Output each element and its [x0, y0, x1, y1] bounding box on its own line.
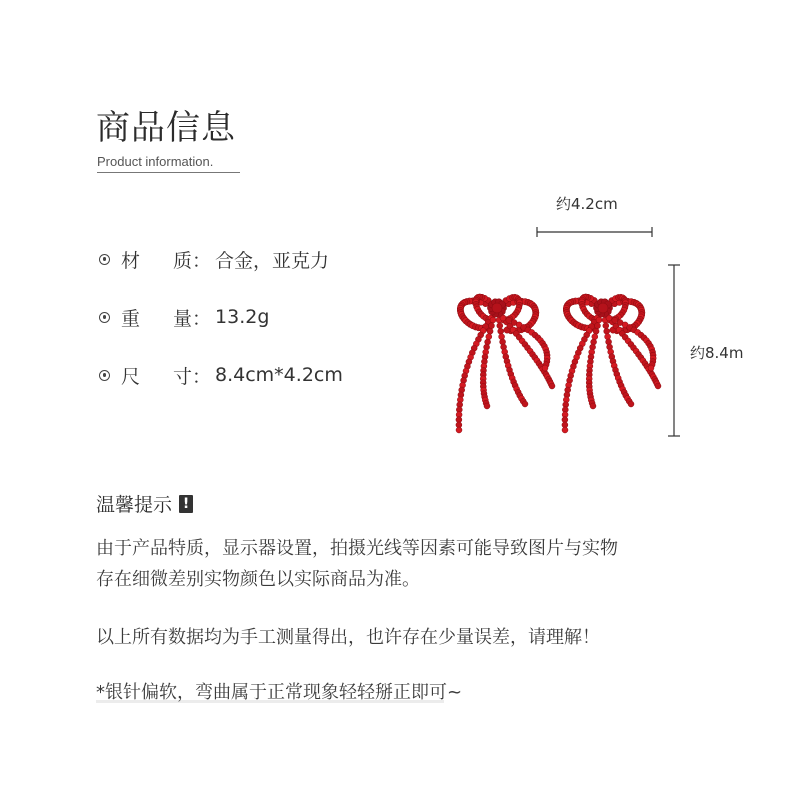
spec-value: 13.2g [215, 306, 270, 328]
notice-paragraph-1-line-1: 由于产品特质，显示器设置，拍摄光线等因素可能导致图片与实物 [96, 538, 618, 559]
spec-label-2: 质： [173, 249, 212, 272]
bullet-icon [99, 312, 110, 323]
bullet-icon [99, 370, 110, 381]
spec-row-size [98, 362, 343, 388]
height-dimension-label: 约8.4m [690, 344, 744, 362]
bead [593, 328, 599, 334]
bead [595, 323, 601, 329]
bead [605, 334, 611, 340]
notice-paragraph-3: *银针偏软，弯曲属于正常现象轻轻掰正即可~ [96, 682, 463, 703]
bead [522, 401, 528, 407]
width-dimension-label: 约4.2cm [556, 195, 618, 213]
bead [490, 317, 496, 323]
bead [603, 323, 609, 329]
bead [549, 383, 555, 389]
notice-heading [96, 490, 193, 517]
bead [598, 303, 608, 313]
bullet-icon [99, 254, 110, 265]
bead [498, 328, 504, 334]
bead [542, 365, 548, 371]
spec-label-2: 寸： [173, 365, 212, 388]
page-title: 商品信息 [96, 108, 236, 148]
width-dimension-line [530, 222, 660, 242]
spec-label-1: 材 [121, 249, 141, 272]
spec-row-weight [98, 304, 269, 330]
bead [499, 334, 505, 340]
spec-value: 8.4cm*4.2cm [215, 364, 343, 386]
bead [562, 427, 568, 433]
bead [497, 323, 503, 329]
bead [604, 328, 610, 334]
bead [655, 383, 661, 389]
height-dimension-line [664, 262, 684, 440]
bead [648, 365, 654, 371]
bead [456, 427, 462, 433]
page-subtitle: Product information. [97, 154, 214, 169]
subtitle-underline [97, 172, 240, 173]
product-image [445, 278, 665, 440]
bead [612, 317, 618, 323]
spec-value: 合金，亚克力 [215, 249, 330, 272]
bead [484, 403, 490, 409]
spec-label-1: 重 [121, 307, 141, 330]
bead [590, 403, 596, 409]
bead [487, 328, 493, 334]
notice-paragraph-1-line-2: 存在细微差别实物颜色以实际商品为准。 [96, 569, 420, 590]
notice-title: 温馨提示 [96, 494, 173, 516]
spec-label-1: 尺 [121, 365, 141, 388]
bead [486, 334, 492, 340]
exclamation-icon: ! [179, 495, 193, 513]
spec-label-2: 量： [173, 307, 212, 330]
bead [492, 303, 502, 313]
earring-left [456, 294, 555, 433]
bead [489, 323, 495, 329]
bead [628, 401, 634, 407]
earring-right [562, 294, 661, 433]
spec-row-material [98, 246, 329, 272]
notice-paragraph-2: 以上所有数据均为手工测量得出，也许存在少量误差，请理解！ [96, 627, 600, 648]
bead [506, 317, 512, 323]
bead [596, 317, 602, 323]
bead [592, 334, 598, 340]
